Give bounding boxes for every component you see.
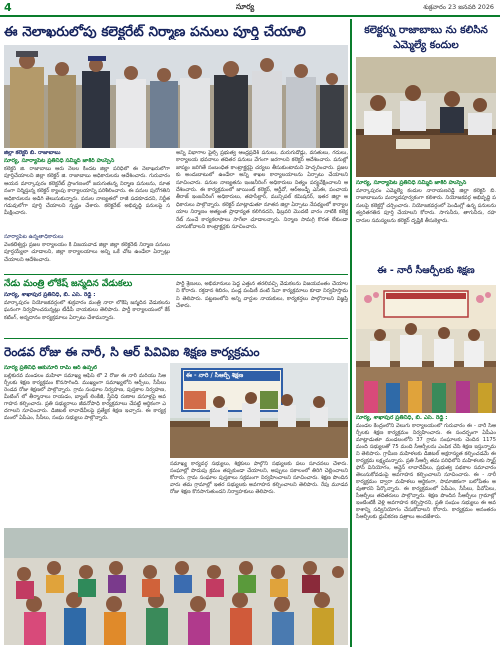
page-header (0, 0, 500, 15)
story3-dateline: సూర్య, శాఖాపుర ప్రతినిధి, బి. ఎస్. రెడ్డి : (4, 292, 96, 298)
story2-photo (356, 57, 496, 177)
story5-dateline: సూర్య ప్రతినిధి ఆకునూరి రామ్ ఆర్ ఉప్పల్ (4, 365, 97, 371)
story4-headline: ఈ - నారీ సీఆర్పీలకు శిక్షణ (377, 265, 475, 276)
story3-headline: నేడు మంత్రి లోకేష్ జన్మదిన వేడుకలు (4, 279, 133, 289)
page-number: 4 (4, 1, 12, 14)
story1-bottom-rule (4, 274, 348, 275)
header-rule (0, 15, 500, 17)
story1-dateline: సూర్య, సూర్యాపేట ప్రతినిధి సమ్మిద్ జాకిర్ హుస్సేన్ (4, 158, 115, 164)
story4-body: మండల కేంద్రంలోని వెలుగు కార్యాలయంలో గురువారం ఈ - నారీ సీఆర్పీలకు శిక్షణ కార్యక్రమం నిర్వహించారు. ఈ సందర్భంగా ఏపీఎం మాట్లాడుతూ మండలంలోని 37 గ్రామ సంఘాలకు చెందిన 1175 మంది సభ్యులతో 75 మంది సీఆర్పీలను ఎంపిక చేసి శిక్షణ ఇస్తున్నామని తెలిపారు. గ్రామీణ మహిళలకు డిజిటల్ అక్షరాస్యత కల్పించడమే ఈ కార్యక్రమ లక్ష్యమన్నారు. ప్రతి సీఆర్పీ తమ పరిధిలోని మహిళలకు స్మార్ట్ ఫోన్ వినియోగం, ఆన్లైన్ లావాదేవీలు, ప్రభుత్వ పథకాల సమాచారం తెలుసుకోవడంపై అవగాహన కల్పించాలని సూచించారు. ఈ - నారీ కార్యక్రమం ద్వారా మహిళలు ఆర్థికంగా, సామాజికంగా బలోపేతం అవుతారని పేర్కొన్నారు. ఈ కార్యక్రమంలో ఏపీఎం, సీసీలు, వీవోఏలు, సీఆర్పీలు తదితరులు పాల్గొన్నారు. శిక్షణ పొందిన సీఆర్పీలు గ్రామాల్లో ఇంటింటికీ వెళ్లి అవగాహన కల్పిస్తారని, ప్రతి సంఘం సభ్యులు ఈ అవకాశాన్ని సద్వినియోగం చేసుకోవాలని కోరారు. కార్యక్రమం అనంతరం సీఆర్పీలకు ధ్రువీకరణ పత్రాలు అందజేశారు. (356, 423, 496, 520)
paper-name: సూర్య (236, 2, 255, 11)
story2-dateline: సూర్య, సూర్యాపేట ప్రతినిధి సమ్మిద్ జాకిర్ హుస్సేన్ (356, 180, 467, 186)
story4-photo (356, 285, 496, 413)
story4-dateline: సూర్య, శాఖాపుర ప్రతినిధి, బి. ఎస్. రెడ్డి : (356, 415, 448, 421)
story5-group-photo (4, 528, 348, 645)
story5-headline: రెండవ రోజు ఈ నారీ, సి ఆర్ పివివిఐ శిక్షణ కార్యక్రమం (4, 345, 260, 359)
story5-banner-text: ఈ - నారి / సీఆర్పీ శిక్షణ (186, 372, 244, 379)
story1-photo (4, 45, 348, 148)
story1-headline: ఈ నెలాఖరులోపు కలెక్టరేట్ నిర్మాణ పనులు పూర్తి చేయాలి (4, 24, 306, 40)
story5-body-left: బల్లికురవ మండలం మహిళా సమాఖ్య ఆఫీస్ లో 2 రోజు ఈ నారీ మరియు సీఆర్పీలకు శిక్షణ కార్యక్రమం కొనసాగింది. ముఖ్యంగా సమాఖ్యలోని ఆర్పీలు, సీసీలు రెండవ రోజు శిక్షణలో పాల్గొన్నారు. గ్రామ సంఘాల నిర్వహణ, పుస్తకాల నిర్వహణ, మీటింగ్ లో తీర్మానాలు రాయడం, బ్యాంక్ లింకేజీ, స్త్రీనిధి రుణాల వసూళ్లపై అవగాహన కల్పించారు. ప్రతి సభ్యురాలు జీవనోపాధి కార్యక్రమాలు చేపట్టి ఆర్థికంగా ఎదగాలని సూచించారు. డిజిటల్ లావాదేవీలపై ప్రత్యేక శిక్షణ ఇచ్చారు. ఈ కార్యక్రమంలో ఏపీఎం, సీసీలు, సంఘ సభ్యులు పాల్గొన్నారు. (4, 373, 166, 421)
column-divider (350, 19, 352, 647)
story5-body-right: సమాఖ్య కార్యవర్గ సభ్యులు, శిక్షకులు పాల్గొని సభ్యులకు పలు సూచనలు చేశారు. సంఘాల్లో పొదుపు క్రమం తప్పకుండా చేయాలని, అప్పులు సకాలంలో తిరిగి చెల్లించాలని కోరారు. గ్రామ సంఘాల పుస్తకాలు సక్రమంగా నిర్వహించాలని సూచించారు. శిక్షణ పొందిన వారు తమ గ్రామాల్లో ఇతర సభ్యులకు అవగాహన కల్పించాలని తెలిపారు. రేపు మూడవ రోజు శిక్షణ కొనసాగుతుందని నిర్వాహకులు తెలిపారు. (170, 461, 348, 495)
story1-photo-caption: జిల్లా కలెక్టర్ బి. రాజాబాబు (4, 150, 61, 156)
story1-body-left2: వెంకటేశ్వర్లు ప్రజల కార్యాలయం కి విజయవాడ జిల్లా జిల్లా కలెక్టరేట్ నిర్మాణ పనులు పూర్తయ్యేలా చూడాలని, జిల్లా కార్యాలయాలు అన్ని ఒకే చోట ఉండేలా ఏర్పాట్లు చేయాలని ఆదేశించారు. (4, 242, 170, 263)
story2-body: మార్కాపురం ఎమ్మెల్యే కందుల నారాయణరెడ్డి జిల్లా కలెక్టర్ బి. రాజాబాబును మర్యాదపూర్వకంగా కలిశారు. నియోజకవర్గ అభివృద్ధి పనులపై కలెక్టర్తో చర్చించారు. నియోజకవర్గంలో పెండింగ్లో ఉన్న పనులను త్వరితగతిన పూర్తి చేయాలని కోరారు. సాగునీరు, తాగునీరు, రహదారుల సమస్యలను కలెక్టర్ దృష్టికి తీసుకెళ్లారు. (356, 188, 496, 224)
story1-body-right: అన్ని విభాగాల ఫైల్స్ ప్రభుత్వ ఆంధ్రప్రదేశ్ పనులు, మరుగుదొడ్లు, వసతులు, గదులు, కార్యాలయ భవనాలు తదితర పనులు వేగంగా జరగాలని కలెక్టర్ ఆదేశించారు. పనుల్లో జాప్యం జరిగితే సంబంధిత కాంట్రాక్టర్లపై చర్యలు తీసుకుంటామని హెచ్చరించారు. ప్రజలకు అందుబాటులో ఉండేలా అన్ని శాఖల కార్యాలయాలను ఏర్పాటు చేయాలని సూచించారు. పనుల నాణ్యతను ఇంజనీరింగ్ అధికారులు నిత్యం పర్యవేక్షించాలని ఆదేశించారు. ఈ కార్యక్రమంలో జాయింట్ కలెక్టర్, ఆర్డీవో, ఆర్అండ్బీ ఎస్ఈ, పంచాయతీరాజ్ ఇంజనీరింగ్ అధికారులు, తహసీల్దార్, మున్సిపల్ కమిషనర్, ఇతర జిల్లా అధికారులు పాల్గొన్నారు. కలెక్టర్ మాట్లాడుతూ నూతన జిల్లా ఏర్పాటు నేపథ్యంలో కార్యాలయాల నిర్మాణం అత్యంత ప్రాధాన్యత కలిగినదని, ఫిబ్రవరి మొదటి వారం నాటికి కలెక్టరేట్ నుంచే కార్యకలాపాలు సాగేలా చూడాలన్నారు. నిర్మాణ సామగ్రి కొరత లేకుండా చూసుకోవాలని కాంట్రాక్టర్లకు సూచించారు. (176, 150, 348, 231)
story2-headline: కలెక్టర్ను రాజాబాబు ను కలిసిన ఎమ్మెల్యే కందుల (364, 24, 488, 51)
story1-body-left: కలెక్టర్ జి. రాజాబాబు ఆరు నెలల కిందట జిల్లా పరిధిలో ఈ నెలాఖరులోగా పూర్తిచేయాలని జిల్లా కలెక్టర్ జి. రాజాబాబు అధికారులను ఆదేశించారు. గురువారం ఆయన మార్కాపురం కలెక్టరేట్ ప్రాంగణంలో జరుగుతున్న నిర్మాణ పనులను, నూతనంగా నిర్మిస్తున్న కలెక్టర్ క్యాంపు కార్యాలయాన్ని పరిశీలించారు. ఈ పనుల పురోగతిని అధికారులను అడిగి తెలుసుకున్నారు. పనుల నాణ్యతలో రాజీ పడకూడదని, నిర్ణీత గడువులోగా పూర్తి చేయాలని స్పష్టం చేశారు. కలెక్టరేట్ అభివృద్ధి పనులపై సమీక్షించారు. (4, 166, 170, 217)
story3-body-right: పార్టీ శ్రేణులు, అభిమానులు పెద్ద ఎత్తున తరలివచ్చి వేడుకలను విజయవంతం చేయాలని కోరారు. రక్తదాన శిబిరం, పండ్ల పంపిణీ వంటి సేవా కార్యక్రమాలు కూడా నిర్వహిస్తామని తెలిపారు. పట్టణంలోని అన్ని వార్డుల నాయకులు, కార్యకర్తలు పాల్గొనాలని విజ్ఞప్తి చేశారు. (176, 281, 348, 310)
story1-signoff: సూర్యాపేట ఉన్నతాధికారులు (4, 234, 64, 240)
issue-date: శుక్రవారం 23 జనవరి 2026 (423, 3, 494, 11)
story3-body-left: మార్కాపురం నియోజకవర్గంలో శుక్రవారం మంత్రి నారా లోకేష్ జన్మదిన వేడుకలను ఘనంగా నిర్వహించనున్నట్లు టీడీపీ నాయకులు తెలిపారు. పార్టీ కార్యాలయంలో కేక్ కటింగ్, అన్నదానం కార్యక్రమాలు ఏర్పాటు చేశామన్నారు. (4, 300, 170, 321)
story3-bottom-rule (4, 338, 348, 339)
